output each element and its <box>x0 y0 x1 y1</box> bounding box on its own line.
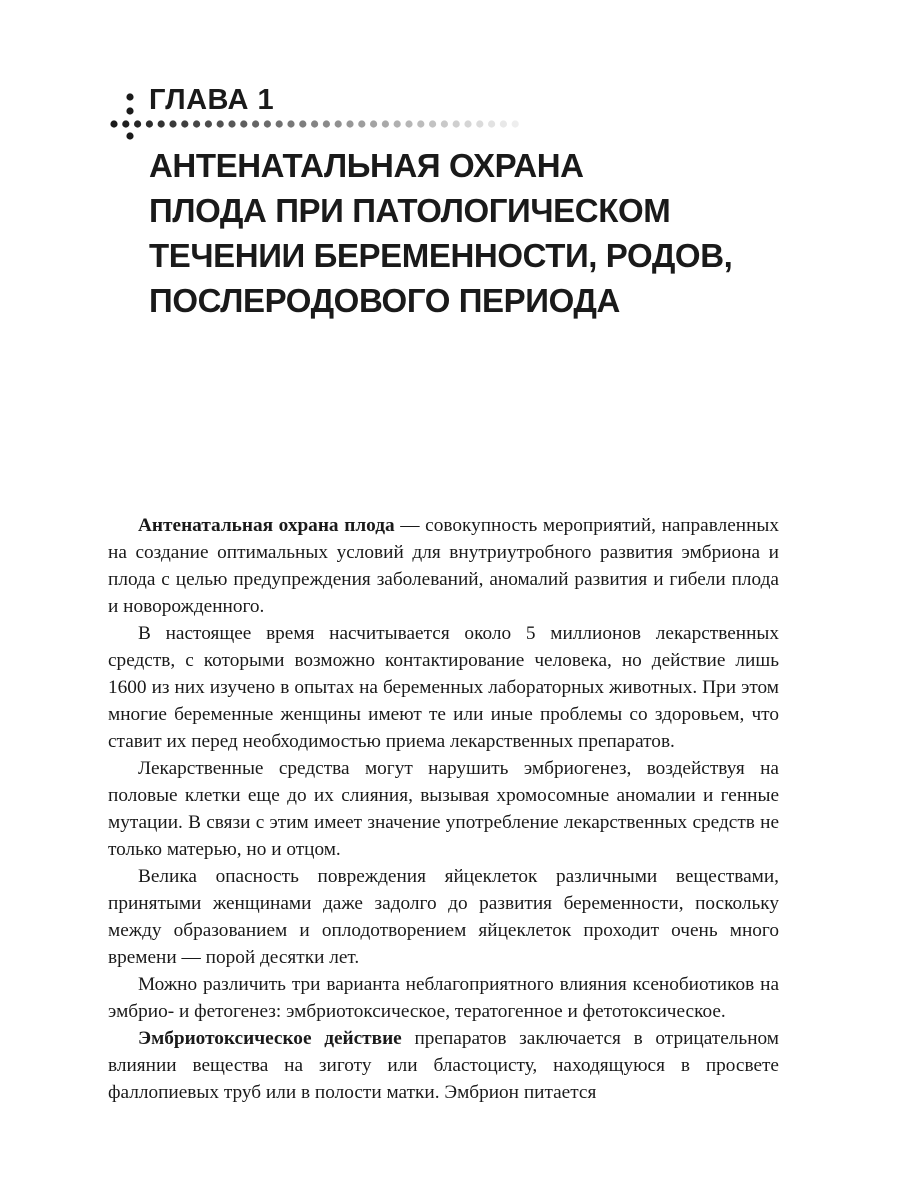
ornament-dot <box>441 120 448 127</box>
paragraph <box>108 512 779 620</box>
ornament-dot <box>394 120 401 127</box>
chapter-label: ГЛАВА 1 <box>149 84 275 116</box>
ornament-dot <box>146 120 153 127</box>
term-bold: Эмбриотоксическое действие <box>138 1028 402 1049</box>
ornament-vertical-dots <box>126 93 133 139</box>
ornament-dot <box>158 120 165 127</box>
ornament-dot <box>217 120 224 127</box>
ornament-dot <box>169 120 176 127</box>
ornament-dot <box>228 120 235 127</box>
ornament-dot <box>335 120 342 127</box>
ornament-dot <box>323 120 330 127</box>
paragraph-text: препаратов заключается в отрицательном влиянии вещества на зиготу или бластоцисту, находящуюся в просвете фаллопиевых труб или в полости матки. Эмбрион питается <box>108 1028 779 1103</box>
ornament-dot <box>382 120 389 127</box>
paragraph: Лекарственные средства могут нарушить эмбриогенез, воздействуя на половые клетки еще до их слияния, вызывая хромосомные аномалии и генные мутации. В связи с этим имеет значение употребление лекарственных средств не только матерью, но и отцом. <box>108 758 779 860</box>
ornament-dot <box>488 120 495 127</box>
chapter-title-line: АНТЕНАТАЛЬНАЯ ОХРАНА <box>149 147 584 184</box>
ornament-dot <box>512 120 519 127</box>
ornament-dot <box>276 120 283 127</box>
ornament-dot <box>358 120 365 127</box>
paragraph-text: — совокупность мероприятий, направленных на создание оптимальных условий для внутриутробного развития эмбриона и плода с целью предупреждения заболеваний, аномалий развития и гибели плода и новорожденного. <box>108 515 779 617</box>
chapter-title <box>149 143 849 323</box>
ornament-dot <box>252 120 259 127</box>
term-bold: Антенатальная охрана плода <box>138 515 395 536</box>
ornament-dot <box>464 120 471 127</box>
ornament-dot <box>122 120 129 127</box>
chapter-title-line: ПОСЛЕРОДОВОГО ПЕРИОДА <box>149 282 620 319</box>
ornament-dot <box>417 120 424 127</box>
chapter-title-line: ПЛОДА ПРИ ПАТОЛОГИЧЕСКОМ <box>149 192 671 229</box>
ornament-dot <box>429 120 436 127</box>
ornament-dot <box>110 120 117 127</box>
ornament-dot <box>240 120 247 127</box>
ornament-dot <box>453 120 460 127</box>
ornament-dot <box>299 120 306 127</box>
ornament-dot-row <box>110 120 518 127</box>
ornament-dot <box>405 120 412 127</box>
paragraph: В настоящее время насчитывается около 5 миллионов лекарственных средств, с которыми возможно контактирование человека, но действие лишь 1600 из них изучено в опытах на беременных лабораторных животных. При этом многие беременные женщины имеют те или иные проблемы со здоровьем, что ставит их перед необходимостью приема лекарственных препаратов. <box>108 623 779 752</box>
body-text <box>108 512 779 1106</box>
ornament-dot <box>311 120 318 127</box>
ornament-dot <box>264 120 271 127</box>
ornament-dot <box>476 120 483 127</box>
ornament-dot <box>370 120 377 127</box>
chapter-title-line: ТЕЧЕНИИ БЕРЕМЕННОСТИ, РОДОВ, <box>149 237 733 274</box>
ornament-dot <box>205 120 212 127</box>
paragraph <box>108 1025 779 1106</box>
ornament-dot <box>134 120 141 127</box>
paragraph: Можно различить три варианта неблагоприятного влияния ксенобиотиков на эмбрио- и фетогенез: эмбриотоксическое, тератогенное и фетотоксическое. <box>108 974 779 1022</box>
paragraph: Велика опасность повреждения яйцеклеток различными веществами, принятыми женщинами даже задолго до развития беременности, поскольку между образованием и оплодотворением яйцеклеток проходит очень много времени — порой десятки лет. <box>108 866 779 968</box>
ornament-dot <box>181 120 188 127</box>
ornament-dot <box>193 120 200 127</box>
ornament-dot <box>346 120 353 127</box>
ornament-dot <box>287 120 294 127</box>
ornament-dot <box>500 120 507 127</box>
